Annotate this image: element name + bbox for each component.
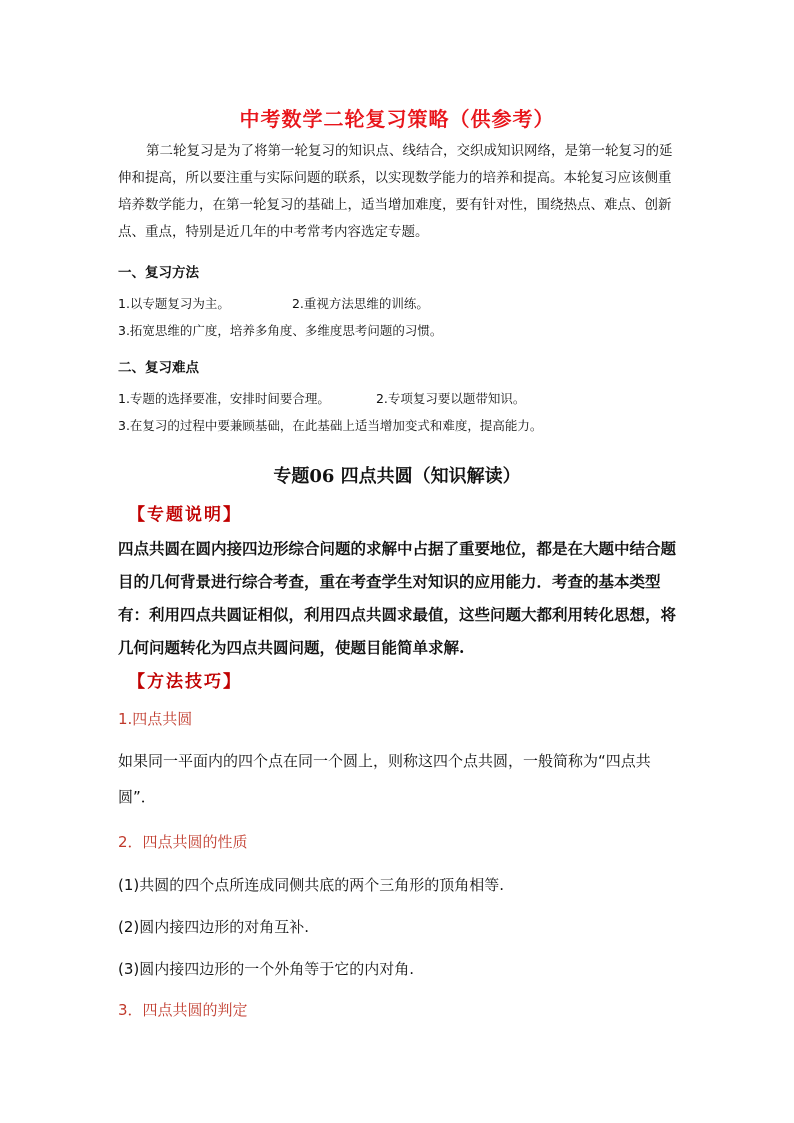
- label-method: 【方法技巧】: [128, 672, 242, 692]
- section1-heading: 一、复习方法: [118, 265, 199, 281]
- intro-paragraph: 第二轮复习是为了将第一轮复习的知识点、线结合，交织成知识网络，是第一轮复习的延伸和提高，所以要注重与实际问题的联系，以实现数学能力的培养和提高。本轮复习应该侧重培养数学能力，在第一轮复习的基础上，适当增加难度，要有针对性，围绕热点、难点、创新点、重点，特别是近几年的中考常考内容选定专题。: [118, 143, 673, 240]
- method2-heading: 2．四点共圆的性质: [118, 833, 248, 851]
- section1-line1: [118, 294, 429, 312]
- method3-heading: 3．四点共圆的判定: [118, 1001, 248, 1019]
- section2-item3: 3.在复习的过程中要兼顾基础，在此基础上适当增加变式和难度，提高能力。: [118, 418, 543, 433]
- section1-item1: 1.以专题复习为主。: [118, 296, 230, 311]
- section2-line1: [118, 389, 525, 407]
- section1-item3: 3.拓宽思维的广度，培养多角度、多维度思考问题的习惯。: [118, 323, 443, 338]
- section2-item1: 1.专题的选择要准，安排时间要合理。: [118, 391, 330, 406]
- explain-paragraph: 四点共圆在圆内接四边形综合问题的求解中占据了重要地位，都是在大题中结合题目的几何背景进行综合考查，重在考查学生对知识的应用能力．考查的基本类型有：利用四点共圆证相似，利用四点共圆求最值，这些问题大都利用转化思想，将几何问题转化为四点共圆问题，使题目能简单求解.: [118, 539, 677, 657]
- method1-heading: 1.四点共圆: [118, 710, 193, 728]
- method2-item2: (2)圆内接四边形的对角互补.: [118, 918, 310, 936]
- method2-item1: (1)共圆的四个点所连成同侧共底的两个三角形的顶角相等.: [118, 876, 505, 894]
- method2-item3: (3)圆内接四边形的一个外角等于它的内对角.: [118, 960, 415, 978]
- topic-title: 专题06 四点共圆（知识解读）: [273, 466, 521, 487]
- label-explain: 【专题说明】: [128, 505, 242, 525]
- section2-item2: 2.专项复习要以题带知识。: [375, 391, 526, 406]
- document-title: 中考数学二轮复习策略（供参考）: [239, 107, 555, 131]
- section1-item2: 2.重视方法思维的训练。: [291, 296, 429, 311]
- section2-heading: 二、复习难点: [118, 360, 199, 376]
- method1-text: 如果同一平面内的四个点在同一个圆上，则称这四个点共圆，一般简称为“四点共圆”．: [118, 752, 651, 806]
